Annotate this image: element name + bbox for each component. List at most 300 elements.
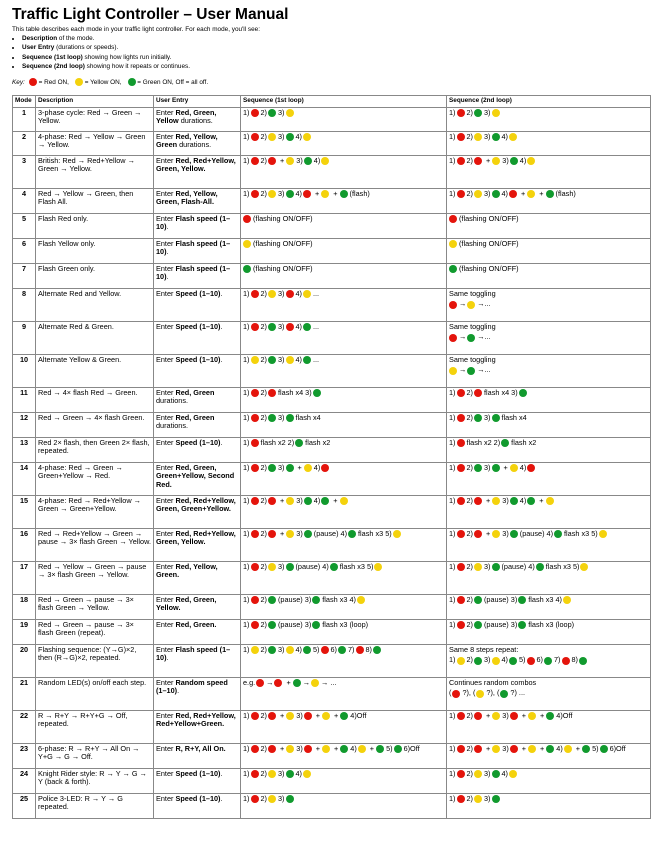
user-entry: Enter Speed (1–10). — [154, 355, 241, 388]
green-light-icon — [286, 795, 294, 803]
mode-number: 18 — [13, 595, 36, 620]
sequence-text: 1) — [243, 388, 250, 398]
sequence-text: 3) — [278, 413, 285, 423]
yellow-light-icon — [303, 133, 311, 141]
red-light-icon — [452, 690, 460, 698]
green-light-icon — [492, 795, 500, 803]
sequence-first-loop — [241, 322, 447, 355]
mode-number: 7 — [13, 264, 36, 289]
sequence-text: 2) — [466, 769, 473, 779]
user-entry: Enter Red, Green, Yellow. — [154, 595, 241, 620]
red-light-icon — [474, 712, 482, 720]
yellow-light-icon — [492, 712, 500, 720]
mode-description: 3-phase cycle: Red → Green → Yellow. — [36, 108, 154, 132]
sequence-steps — [243, 265, 444, 273]
mode-number: 8 — [13, 289, 36, 322]
intro-bullet: • Sequence (2nd loop) showing how it repeats or continues. — [22, 62, 650, 71]
sequence-text: ... — [313, 322, 320, 332]
sequence-text: 2) — [260, 413, 267, 423]
sequence-text: 4)Off — [556, 711, 573, 721]
sequence-steps — [449, 439, 648, 447]
sequence-text: → — [459, 299, 467, 309]
sequence-first-loop — [241, 744, 447, 769]
yellow-light-icon — [303, 770, 311, 778]
red-light-icon — [251, 439, 259, 447]
sequence-text: 1) — [449, 744, 456, 754]
table-row — [13, 438, 651, 463]
red-light-icon — [474, 745, 482, 753]
sequence-text: 2) — [466, 108, 473, 118]
sequence-text: 1) — [243, 645, 250, 655]
yellow-light-icon — [304, 464, 312, 472]
sequence-steps — [243, 795, 444, 803]
yellow-light-icon — [492, 497, 500, 505]
sequence-steps — [243, 770, 444, 778]
yellow-light-icon — [509, 133, 517, 141]
green-light-icon — [286, 464, 294, 472]
sequence-first-loop — [241, 438, 447, 463]
yellow-light-icon — [474, 133, 482, 141]
sequence-text: 3) — [502, 711, 509, 721]
table-row — [13, 794, 651, 819]
sequence-text: 1) — [243, 322, 250, 332]
user-entry: Enter Speed (1–10). — [154, 794, 241, 819]
sequence-steps — [449, 497, 648, 505]
sequence-steps — [449, 770, 648, 778]
green-light-icon — [340, 745, 348, 753]
green-light-icon — [268, 414, 276, 422]
sequence-first-loop — [241, 645, 447, 678]
red-light-icon — [457, 109, 465, 117]
red-light-icon — [304, 745, 312, 753]
sequence-text: → — [459, 365, 467, 375]
sequence-text: 1) — [243, 413, 250, 423]
sequence-text: flash x3 (loop) — [322, 620, 369, 630]
sequence-text: 3) — [484, 769, 491, 779]
sequence-text: 1) — [449, 562, 456, 572]
red-light-icon — [457, 190, 465, 198]
sequence-text: 1) — [449, 189, 456, 199]
red-light-icon — [243, 215, 251, 223]
sequence-text: 3) — [278, 769, 285, 779]
green-light-icon — [268, 646, 276, 654]
sequence-steps — [243, 389, 444, 397]
header-sequence-1st: Sequence (1st loop) — [241, 96, 447, 108]
mode-description: Flash Green only. — [36, 264, 154, 289]
sequence-text: + — [315, 711, 321, 721]
sequence-text: 2) — [260, 132, 267, 142]
red-light-icon — [251, 621, 259, 629]
red-light-icon — [251, 133, 259, 141]
sequence-text: + — [333, 496, 338, 506]
yellow-light-icon — [286, 497, 294, 505]
mode-description: Flash Red only. — [36, 214, 154, 239]
yellow-light-icon — [564, 745, 572, 753]
sequence-text: 3) — [278, 355, 285, 365]
sequence-text: 3) — [484, 463, 491, 473]
green-light-icon — [303, 323, 311, 331]
sequence-text: 4) — [501, 189, 508, 199]
sequence-steps — [449, 563, 648, 571]
sequence-text: 4) — [295, 189, 302, 199]
sequence-second-loop — [447, 463, 651, 496]
red-light-icon — [268, 530, 276, 538]
sequence-text: (pause) 4) — [519, 529, 554, 539]
table-row — [13, 322, 651, 355]
sequence-first-loop — [241, 794, 447, 819]
red-light-icon — [303, 190, 311, 198]
green-light-icon — [546, 745, 554, 753]
sequence-steps — [449, 109, 648, 117]
yellow-light-icon — [474, 770, 482, 778]
sequence-text: + — [334, 744, 339, 754]
sequence-text: 6)Off — [403, 744, 420, 754]
sequence-text: + — [297, 463, 302, 473]
intro-text: This table describes each mode in your traffic light controller. For each mode, you'll see: — [12, 26, 260, 33]
sequence-text: 4) — [519, 463, 527, 473]
yellow-light-icon — [340, 497, 348, 505]
red-light-icon — [449, 334, 457, 342]
yellow-light-icon — [449, 367, 457, 375]
mode-number: 25 — [13, 794, 36, 819]
yellow-light-icon — [357, 596, 365, 604]
sequence-text: + — [539, 189, 544, 199]
yellow-light-icon — [286, 745, 294, 753]
red-light-icon — [457, 770, 465, 778]
mode-number: 4 — [13, 189, 36, 214]
sequence-text: 4)Off — [350, 711, 367, 721]
sequence-text: 3) — [278, 562, 285, 572]
sequence-text: 2) — [260, 355, 267, 365]
red-light-icon — [268, 389, 276, 397]
sequence-text: 1) — [243, 438, 250, 448]
sequence-first-loop — [241, 529, 447, 562]
mode-number: 24 — [13, 769, 36, 794]
sequence-second-loop — [447, 322, 651, 355]
sequence-text: + — [280, 156, 285, 166]
sequence-text: 2) — [466, 655, 473, 665]
sequence-steps — [243, 190, 444, 198]
sequence-text: + — [315, 189, 320, 199]
sequence-text: + — [521, 189, 526, 199]
sequence-steps — [243, 745, 444, 753]
mode-description: Alternate Red & Green. — [36, 322, 154, 355]
sequence-text: 1) — [243, 108, 250, 118]
table-row — [13, 463, 651, 496]
sequence-steps — [243, 133, 444, 141]
green-light-icon — [340, 190, 348, 198]
sequence-text: 1) — [449, 463, 456, 473]
red-light-icon — [274, 679, 282, 687]
sequence-text: 4) — [519, 496, 527, 506]
sequence-text: 1) — [449, 794, 456, 804]
user-entry: Enter Flash speed (1–10). — [154, 264, 241, 289]
header-mode: Mode — [13, 96, 36, 108]
sequence-text: (pause) 3) — [278, 620, 312, 630]
sequence-text: 3) — [502, 529, 509, 539]
green-light-icon — [492, 133, 500, 141]
table-row — [13, 264, 651, 289]
yellow-light-icon — [449, 240, 457, 248]
sequence-text: + — [286, 678, 291, 688]
sequence-first-loop — [241, 388, 447, 413]
red-light-icon — [268, 745, 276, 753]
sequence-second-loop — [447, 239, 651, 264]
red-light-icon — [474, 389, 482, 397]
yellow-light-icon — [599, 530, 607, 538]
red-light-icon — [251, 596, 259, 604]
sequence-text: 3) — [278, 189, 285, 199]
yellow-light-icon — [268, 795, 276, 803]
red-light-icon — [457, 157, 465, 165]
sequence-text: 1) — [449, 108, 456, 118]
sequence-text: 1) — [243, 595, 250, 605]
sequence-text: (flash) — [555, 189, 576, 199]
sequence-steps — [449, 414, 648, 422]
sequence-text: 4) — [295, 289, 302, 299]
mode-description: Random LED(s) on/off each step. — [36, 678, 154, 711]
yellow-light-icon — [358, 745, 366, 753]
sequence-steps — [243, 563, 444, 571]
yellow-light-icon — [251, 646, 259, 654]
red-light-icon — [268, 157, 276, 165]
sequence-first-loop — [241, 595, 447, 620]
sequence-text: 4) — [556, 744, 563, 754]
mode-description: Alternate Red and Yellow. — [36, 289, 154, 322]
sequence-text: ( — [449, 688, 452, 698]
mode-description: Red → Green → 4× flash Green. — [36, 413, 154, 438]
yellow-light-icon — [563, 596, 571, 604]
green-light-icon — [268, 621, 276, 629]
sequence-text: + — [280, 744, 285, 754]
sequence-text: 2) — [260, 620, 267, 630]
yellow-light-icon — [467, 301, 475, 309]
sequence-second-loop — [447, 214, 651, 239]
red-light-icon — [527, 657, 535, 665]
yellow-light-icon — [509, 770, 517, 778]
yellow-light-icon — [546, 497, 554, 505]
user-entry: Enter Speed (1–10). — [154, 769, 241, 794]
yellow-light-icon — [268, 133, 276, 141]
user-entry: Enter Flash speed (1–10). — [154, 239, 241, 264]
sequence-text: 4) — [519, 156, 527, 166]
sequence-text: 4) — [501, 655, 508, 665]
red-light-icon — [510, 712, 518, 720]
sequence-text: 3) — [296, 711, 303, 721]
sequence-first-loop — [241, 214, 447, 239]
mode-description: R → R+Y → R+Y+G → Off, repeated. — [36, 711, 154, 744]
mode-number: 1 — [13, 108, 36, 132]
mode-description: Red → Yellow → Green → pause → 3× flash Green → Yellow. — [36, 562, 154, 595]
user-entry: Enter Random speed (1–10). — [154, 678, 241, 711]
sequence-second-loop — [447, 769, 651, 794]
table-row — [13, 711, 651, 744]
sequence-text: 2) — [466, 595, 473, 605]
red-light-icon — [251, 464, 259, 472]
sequence-first-loop — [241, 496, 447, 529]
sequence-text: 4) — [350, 744, 357, 754]
sequence-text: 1) — [449, 132, 456, 142]
sequence-text: 1) — [243, 289, 250, 299]
sequence-second-loop — [447, 108, 651, 132]
green-light-icon — [467, 367, 475, 375]
sequence-text: (flashing ON/OFF) — [459, 214, 519, 224]
yellow-light-icon — [528, 745, 536, 753]
sequence-second-loop — [447, 438, 651, 463]
sequence-text: flash x3 5) — [545, 562, 580, 572]
table-row — [13, 744, 651, 769]
mode-number: 15 — [13, 496, 36, 529]
sequence-text: 3) — [502, 744, 509, 754]
red-light-icon — [474, 497, 482, 505]
green-light-icon — [303, 646, 311, 654]
sequence-text: + — [486, 711, 491, 721]
green-light-icon — [340, 712, 348, 720]
yellow-light-icon — [374, 563, 382, 571]
table-row — [13, 289, 651, 322]
green-light-icon — [268, 109, 276, 117]
green-light-icon — [373, 646, 381, 654]
sequence-text: + — [334, 711, 339, 721]
sequence-first-loop — [241, 264, 447, 289]
red-light-icon — [286, 290, 294, 298]
green-light-icon — [519, 389, 527, 397]
red-light-icon — [321, 646, 329, 654]
sequence-text: 5) — [386, 744, 393, 754]
user-entry: Enter Red, Yellow, Green. — [154, 562, 241, 595]
sequence-text: 2) — [466, 156, 473, 166]
yellow-light-icon — [286, 109, 294, 117]
red-light-icon — [457, 133, 465, 141]
sequence-text: 1) — [449, 496, 456, 506]
mode-description: Red → Green → pause → 3× flash Green (repeat). — [36, 620, 154, 645]
user-entry: Enter Red, Red+Yellow, Red+Yellow+Green. — [154, 711, 241, 744]
user-entry: Enter Red, Green, Yellow durations. — [154, 108, 241, 132]
sequence-first-loop — [241, 620, 447, 645]
sequence-first-loop — [241, 678, 447, 711]
sequence-text: + — [540, 711, 545, 721]
sequence-text: 2) — [466, 388, 473, 398]
sequence-text: 4) — [295, 769, 302, 779]
red-light-icon — [251, 795, 259, 803]
sequence-first-loop — [241, 132, 447, 156]
green-light-icon — [500, 690, 508, 698]
green-light-icon — [527, 497, 535, 505]
red-light-icon — [474, 530, 482, 538]
sequence-second-loop — [447, 744, 651, 769]
sequence-steps — [243, 439, 444, 447]
yellow-light-icon — [286, 530, 294, 538]
table-row — [13, 413, 651, 438]
user-entry: Enter Speed (1–10). — [154, 438, 241, 463]
sequence-second-loop — [447, 156, 651, 189]
page-title: Traffic Light Controller – User Manual — [12, 6, 289, 23]
sequence-second-loop — [447, 388, 651, 413]
sequence-text: 1) — [243, 529, 250, 539]
green-light-icon — [394, 745, 402, 753]
green-light-icon — [492, 563, 500, 571]
sequence-text: 2) — [466, 529, 473, 539]
sequence-text: (flashing ON/OFF) — [459, 264, 519, 274]
green-light-icon — [492, 770, 500, 778]
sequence-text: 1) — [449, 620, 456, 630]
red-light-icon — [457, 439, 465, 447]
header-sequence-2nd: Sequence (2nd loop) — [447, 96, 651, 108]
sequence-text: 2) — [260, 289, 267, 299]
sequence-text: 2) — [260, 108, 267, 118]
user-entry: Enter Red, Red+Yellow, Green, Yellow. — [154, 529, 241, 562]
sequence-first-loop — [241, 108, 447, 132]
sequence-text: 1) — [449, 156, 456, 166]
sequence-text: 3) — [484, 132, 491, 142]
sequence-text: →... — [477, 332, 491, 342]
user-entry: Enter Red, Yellow, Green durations. — [154, 132, 241, 156]
mode-number: 10 — [13, 355, 36, 388]
sequence-text: 1) — [449, 769, 456, 779]
sequence-text: 2) — [466, 463, 473, 473]
sequence-second-loop — [447, 264, 651, 289]
green-light-icon — [509, 657, 517, 665]
sequence-text: 6)Off — [609, 744, 626, 754]
yellow-light-icon — [528, 712, 536, 720]
sequence-text: →... — [477, 365, 491, 375]
sequence-text: + — [540, 744, 545, 754]
sequence-steps — [243, 356, 444, 364]
intro — [12, 25, 650, 71]
key-label: Key: — [12, 78, 25, 86]
sequence-text: 1) — [243, 620, 250, 630]
green-light-icon — [492, 464, 500, 472]
yellow-light-icon — [322, 712, 330, 720]
sequence-text: + — [503, 463, 508, 473]
mode-description: 4-phase: Red → Red+Yellow → Green → Green+Yellow. — [36, 496, 154, 529]
green-light-icon — [313, 389, 321, 397]
sequence-steps — [243, 464, 444, 472]
sequence-second-loop — [447, 289, 651, 322]
sequence-steps — [243, 679, 444, 687]
mode-number: 3 — [13, 156, 36, 189]
sequence-steps — [449, 215, 648, 223]
yellow-light-icon — [321, 157, 329, 165]
intro-bullet: • Description of the mode. — [22, 34, 650, 43]
sequence-text: 5) — [313, 645, 320, 655]
sequence-first-loop — [241, 562, 447, 595]
red-light-icon — [562, 657, 570, 665]
sequence-text: 2) — [466, 413, 473, 423]
yellow-light-icon — [492, 157, 500, 165]
green-light-icon — [286, 563, 294, 571]
red-light-icon — [457, 414, 465, 422]
red-light-icon — [449, 215, 457, 223]
sequence-second-loop — [447, 529, 651, 562]
sequence-text: 3) — [278, 289, 285, 299]
sequence-text: (pause) 4) — [295, 562, 329, 572]
user-entry: Enter Red, Yellow, Green, Flash-All. — [154, 189, 241, 214]
sequence-text: 2) — [260, 769, 267, 779]
mode-description: 4-phase: Red → Yellow → Green → Yellow. — [36, 132, 154, 156]
sequence-text: (flash) — [349, 189, 370, 199]
green-light-icon — [492, 414, 500, 422]
sequence-text: (pause) 3) — [484, 620, 518, 630]
sequence-text: (pause) 3) — [278, 595, 312, 605]
green-light-icon — [268, 464, 276, 472]
sequence-second-loop — [447, 645, 651, 678]
sequence-text: 7) — [554, 655, 561, 665]
sequence-steps — [449, 190, 648, 198]
sequence-steps — [449, 300, 648, 308]
sequence-text: 5) — [592, 744, 599, 754]
sequence-first-loop — [241, 189, 447, 214]
